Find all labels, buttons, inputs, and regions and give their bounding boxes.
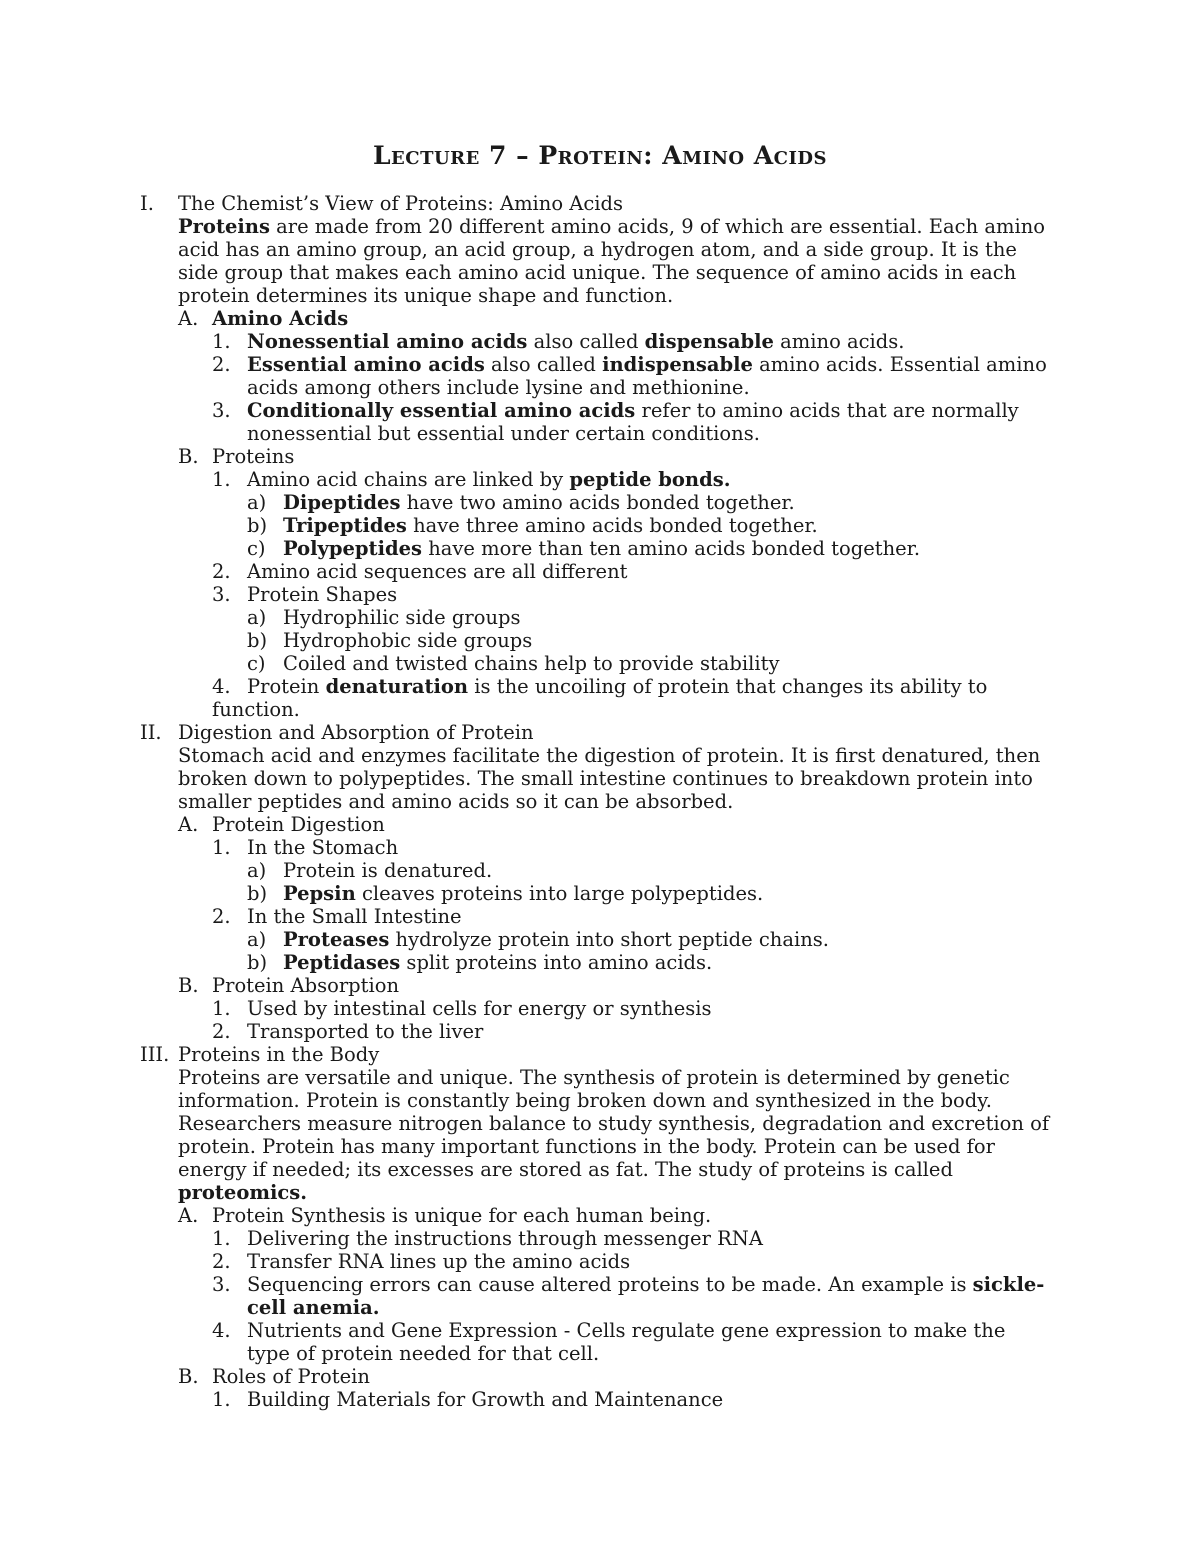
list-marker: b) bbox=[247, 629, 268, 652]
bold-term: Polypeptides bbox=[283, 537, 422, 560]
text-run: Sequencing errors can cause altered proteins to be made. An example is bbox=[247, 1273, 973, 1296]
text-run: Stomach acid and enzymes facilitate the digestion of protein. It is first denatured, then bbox=[178, 744, 1041, 767]
line-text bbox=[283, 882, 763, 905]
list-marker: c) bbox=[247, 537, 266, 560]
outline-item bbox=[247, 882, 1200, 905]
bold-term: Proteins bbox=[178, 215, 270, 238]
list-marker: III. bbox=[140, 1043, 170, 1066]
text-run: cleaves proteins into large polypeptides. bbox=[355, 882, 764, 905]
line-text bbox=[178, 1089, 992, 1112]
line-text bbox=[178, 1181, 307, 1204]
outline-text-line bbox=[178, 1158, 1200, 1181]
outline-item bbox=[178, 307, 1200, 330]
line-text bbox=[247, 1342, 599, 1365]
text-run: The Chemist’s View of Proteins: Amino Acids bbox=[178, 192, 624, 215]
line-text bbox=[212, 813, 385, 836]
text-run: acids among others include lysine and methionine. bbox=[247, 376, 750, 399]
list-marker: c) bbox=[247, 652, 266, 675]
text-run: Proteins are versatile and unique. The synthesis of protein is determined by genetic bbox=[178, 1066, 1010, 1089]
list-marker: 3. bbox=[212, 399, 231, 422]
text-run: nonessential but essential under certain conditions. bbox=[247, 422, 760, 445]
outline-item bbox=[178, 445, 1200, 468]
line-text bbox=[283, 859, 492, 882]
bold-term: proteomics. bbox=[178, 1181, 308, 1204]
text-run: type of protein needed for that cell. bbox=[247, 1342, 600, 1365]
text-run: Building Materials for Growth and Maintenance bbox=[247, 1388, 724, 1411]
bold-term: Proteases bbox=[283, 928, 390, 951]
list-marker: 1. bbox=[212, 468, 231, 491]
line-text bbox=[283, 951, 712, 974]
list-marker: 2. bbox=[212, 1020, 231, 1043]
list-marker: 1. bbox=[212, 330, 231, 353]
line-text bbox=[247, 399, 1019, 422]
line-text bbox=[212, 974, 399, 997]
text-run: Coiled and twisted chains help to provide stability bbox=[283, 652, 780, 675]
text-run: function. bbox=[212, 698, 300, 721]
line-text bbox=[247, 1227, 763, 1250]
list-marker: A. bbox=[178, 813, 199, 836]
line-text bbox=[178, 192, 623, 215]
line-text bbox=[178, 261, 1016, 284]
outline-item bbox=[212, 905, 1200, 928]
line-text bbox=[247, 1020, 483, 1043]
line-text bbox=[178, 1135, 995, 1158]
text-run: smaller peptides and amino acids so it can be absorbed. bbox=[178, 790, 734, 813]
outline-item bbox=[140, 1043, 1200, 1066]
list-marker: B. bbox=[178, 1365, 199, 1388]
line-text bbox=[178, 238, 1017, 261]
bold-term: denaturation bbox=[325, 675, 469, 698]
outline-item bbox=[178, 1365, 1200, 1388]
line-text bbox=[178, 721, 534, 744]
text-run: Delivering the instructions through messenger RNA bbox=[247, 1227, 763, 1250]
outline-item bbox=[140, 192, 1200, 215]
bold-term: cell anemia. bbox=[247, 1296, 380, 1319]
outline-item bbox=[212, 1319, 1200, 1342]
text-run: Protein bbox=[247, 675, 326, 698]
list-marker: 2. bbox=[212, 353, 231, 376]
text-run: amino acids. bbox=[773, 330, 905, 353]
list-marker: 3. bbox=[212, 583, 231, 606]
line-text bbox=[247, 376, 750, 399]
outline-item bbox=[247, 928, 1200, 951]
bold-term: Tripeptides bbox=[283, 514, 407, 537]
outline-item bbox=[212, 675, 1200, 698]
outline-item bbox=[247, 606, 1200, 629]
outline-item bbox=[212, 399, 1200, 422]
outline-item bbox=[212, 836, 1200, 859]
bold-term: indispensable bbox=[602, 353, 753, 376]
outline-text-line bbox=[247, 1296, 1200, 1319]
outline-item bbox=[212, 1227, 1200, 1250]
text-run: Proteins bbox=[212, 445, 295, 468]
line-text bbox=[283, 629, 532, 652]
line-text bbox=[247, 675, 987, 698]
text-run: broken down to polypeptides. The small intestine continues to breakdown protein into bbox=[178, 767, 1033, 790]
line-text bbox=[212, 445, 294, 468]
outline-item bbox=[178, 974, 1200, 997]
text-run: Used by intestinal cells for energy or synthesis bbox=[247, 997, 712, 1020]
text-run: Researchers measure nitrogen balance to study synthesis, degradation and excretion of bbox=[178, 1112, 1050, 1135]
line-text bbox=[212, 698, 300, 721]
outline-text-line bbox=[247, 376, 1200, 399]
line-text bbox=[178, 1043, 379, 1066]
text-run: are made from 20 different amino acids, 9 of which are essential. Each amino bbox=[269, 215, 1045, 238]
outline-item bbox=[247, 629, 1200, 652]
page-title: Lecture 7 – Protein: Amino Acids bbox=[372, 141, 828, 170]
text-run: Amino acid chains are linked by bbox=[247, 468, 570, 491]
text-run: Proteins in the Body bbox=[178, 1043, 380, 1066]
outline-text-line bbox=[178, 1089, 1200, 1112]
text-run: also called bbox=[484, 353, 603, 376]
text-run: is the uncoiling of protein that changes its ability to bbox=[468, 675, 988, 698]
line-text bbox=[212, 1204, 711, 1227]
list-marker: 4. bbox=[212, 1319, 231, 1342]
outline-text-line bbox=[178, 284, 1200, 307]
line-text bbox=[247, 836, 398, 859]
line-text bbox=[212, 1365, 370, 1388]
outline-item bbox=[212, 330, 1200, 353]
bold-term: Pepsin bbox=[283, 882, 356, 905]
text-run: have more than ten amino acids bonded together. bbox=[422, 537, 921, 560]
list-marker: a) bbox=[247, 928, 267, 951]
line-text bbox=[178, 1112, 1049, 1135]
text-run: refer to amino acids that are normally bbox=[635, 399, 1019, 422]
list-marker: A. bbox=[178, 1204, 199, 1227]
list-marker: I. bbox=[140, 192, 154, 215]
list-marker: A. bbox=[178, 307, 199, 330]
bold-term: Amino Acids bbox=[212, 307, 349, 330]
line-text bbox=[247, 422, 760, 445]
text-run: Nutrients and Gene Expression - Cells regulate gene expression to make the bbox=[247, 1319, 1006, 1342]
outline-text-line bbox=[212, 698, 1200, 721]
text-run: hydrolyze protein into short peptide chains. bbox=[389, 928, 829, 951]
list-marker: 2. bbox=[212, 1250, 231, 1273]
bold-term: Nonessential amino acids bbox=[247, 330, 528, 353]
outline-item bbox=[212, 560, 1200, 583]
list-marker: 2. bbox=[212, 560, 231, 583]
line-text bbox=[247, 997, 712, 1020]
text-run: Transported to the liver bbox=[247, 1020, 484, 1043]
text-run: Protein is denatured. bbox=[283, 859, 493, 882]
line-text bbox=[247, 353, 1047, 376]
outline-text-line bbox=[178, 215, 1200, 238]
line-text bbox=[178, 790, 733, 813]
text-run: Protein Synthesis is unique for each human being. bbox=[212, 1204, 712, 1227]
outline-item bbox=[212, 583, 1200, 606]
outline-item bbox=[212, 353, 1200, 376]
outline-item bbox=[247, 491, 1200, 514]
outline-text-line bbox=[178, 1135, 1200, 1158]
text-run: have three amino acids bonded together. bbox=[406, 514, 818, 537]
outline-text-line bbox=[178, 238, 1200, 261]
line-text bbox=[283, 514, 818, 537]
text-run: information. Protein is constantly being broken down and synthesized in the body. bbox=[178, 1089, 992, 1112]
list-marker: 1. bbox=[212, 1388, 231, 1411]
outline-item bbox=[247, 652, 1200, 675]
outline-text-line bbox=[247, 422, 1200, 445]
text-run: protein. Protein has many important functions in the body. Protein can be used for bbox=[178, 1135, 995, 1158]
bold-term: sickle- bbox=[972, 1273, 1045, 1296]
text-run: In the Small Intestine bbox=[247, 905, 462, 928]
outline-item bbox=[212, 468, 1200, 491]
list-marker: B. bbox=[178, 974, 199, 997]
text-run: Roles of Protein bbox=[212, 1365, 370, 1388]
text-run: Protein Absorption bbox=[212, 974, 400, 997]
list-marker: b) bbox=[247, 951, 268, 974]
text-run: acid has an amino group, an acid group, a hydrogen atom, and a side group. It is the bbox=[178, 238, 1017, 261]
outline-item bbox=[247, 514, 1200, 537]
list-marker: B. bbox=[178, 445, 199, 468]
outline-item bbox=[178, 1204, 1200, 1227]
bold-term: dispensable bbox=[644, 330, 774, 353]
text-run: Protein Digestion bbox=[212, 813, 385, 836]
list-marker: 1. bbox=[212, 1227, 231, 1250]
text-run: Protein Shapes bbox=[247, 583, 398, 606]
line-text bbox=[247, 1388, 723, 1411]
line-text bbox=[283, 928, 829, 951]
text-run: energy if needed; its excesses are stored as fat. The study of proteins is called bbox=[178, 1158, 953, 1181]
outline-text-line bbox=[178, 1181, 1200, 1204]
line-text bbox=[283, 606, 521, 629]
text-run: Digestion and Absorption of Protein bbox=[178, 721, 534, 744]
line-text bbox=[178, 744, 1040, 767]
line-text bbox=[283, 652, 779, 675]
text-run: Hydrophilic side groups bbox=[283, 606, 521, 629]
line-text bbox=[247, 330, 904, 353]
bold-term: Dipeptides bbox=[283, 491, 401, 514]
text-run: Amino acid sequences are all different bbox=[247, 560, 628, 583]
list-marker: a) bbox=[247, 859, 267, 882]
outline-item bbox=[212, 1020, 1200, 1043]
outline-item bbox=[247, 859, 1200, 882]
outline-item bbox=[212, 1250, 1200, 1273]
text-run: split proteins into amino acids. bbox=[400, 951, 713, 974]
outline-item bbox=[212, 1273, 1200, 1296]
text-run: side group that makes each amino acid unique. The sequence of amino acids in each bbox=[178, 261, 1017, 284]
bold-term: peptide bonds. bbox=[569, 468, 731, 491]
text-run: protein determines its unique shape and function. bbox=[178, 284, 674, 307]
line-text bbox=[247, 468, 731, 491]
line-text bbox=[283, 537, 920, 560]
line-text bbox=[178, 1158, 953, 1181]
outline-item bbox=[140, 721, 1200, 744]
line-text bbox=[247, 560, 627, 583]
text-run: Transfer RNA lines up the amino acids bbox=[247, 1250, 631, 1273]
text-run: amino acids. Essential amino bbox=[752, 353, 1047, 376]
outline-text-line bbox=[178, 1066, 1200, 1089]
outline-item bbox=[212, 997, 1200, 1020]
list-marker: 1. bbox=[212, 836, 231, 859]
line-text bbox=[212, 307, 348, 330]
line-text bbox=[247, 1319, 1005, 1342]
list-marker: b) bbox=[247, 882, 268, 905]
bold-term: Peptidases bbox=[283, 951, 401, 974]
outline-item bbox=[247, 537, 1200, 560]
list-marker: a) bbox=[247, 606, 267, 629]
outline-text-line bbox=[178, 1112, 1200, 1135]
outline-text-line bbox=[178, 767, 1200, 790]
line-text bbox=[178, 284, 673, 307]
text-run: also called bbox=[527, 330, 645, 353]
outline-item bbox=[178, 813, 1200, 836]
text-run: In the Stomach bbox=[247, 836, 399, 859]
list-marker: b) bbox=[247, 514, 268, 537]
line-text bbox=[247, 905, 462, 928]
list-marker: 4. bbox=[212, 675, 231, 698]
line-text bbox=[178, 215, 1045, 238]
text-run: have two amino acids bonded together. bbox=[400, 491, 795, 514]
bold-term: Essential amino acids bbox=[247, 353, 485, 376]
outline-text-line bbox=[178, 790, 1200, 813]
line-text bbox=[247, 1273, 1044, 1296]
line-text bbox=[247, 1296, 380, 1319]
outline-item bbox=[247, 951, 1200, 974]
list-marker: II. bbox=[140, 721, 162, 744]
list-marker: 3. bbox=[212, 1273, 231, 1296]
line-text bbox=[178, 767, 1033, 790]
outline-text-line bbox=[247, 1342, 1200, 1365]
line-text bbox=[283, 491, 795, 514]
list-marker: a) bbox=[247, 491, 267, 514]
bold-term: Conditionally essential amino acids bbox=[247, 399, 636, 422]
list-marker: 1. bbox=[212, 997, 231, 1020]
outline-text-line bbox=[178, 744, 1200, 767]
line-text bbox=[247, 1250, 630, 1273]
line-text bbox=[178, 1066, 1010, 1089]
text-run: Hydrophobic side groups bbox=[283, 629, 533, 652]
line-text bbox=[247, 583, 397, 606]
outline-item bbox=[212, 1388, 1200, 1411]
outline-text-line bbox=[178, 261, 1200, 284]
list-marker: 2. bbox=[212, 905, 231, 928]
